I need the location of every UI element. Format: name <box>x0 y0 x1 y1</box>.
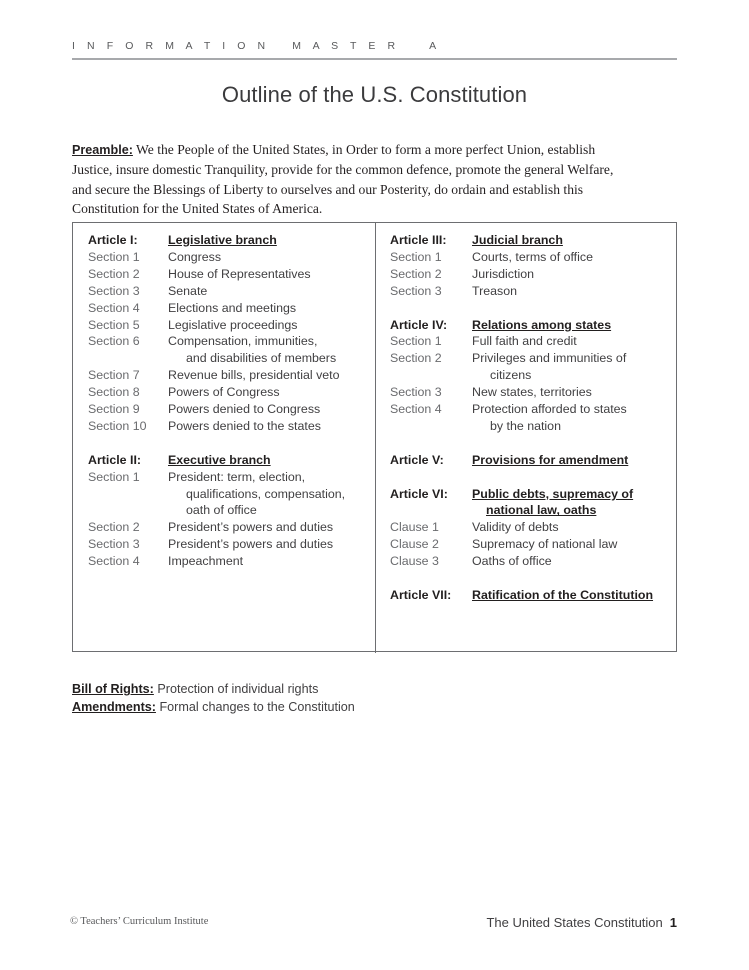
outline-section-row <box>390 401 672 418</box>
bottom-notes <box>72 680 632 716</box>
outline-row-value: President’s powers and duties <box>168 537 334 552</box>
outline-row-value: House of Representatives <box>168 266 311 281</box>
outline-row-value: Treason <box>472 283 517 298</box>
outline-article-row <box>88 232 369 249</box>
outline-section-row <box>88 384 369 401</box>
running-head <box>72 40 677 60</box>
outline-row-key: Section 1 <box>88 469 140 484</box>
outline-row-value: Oaths of office <box>472 554 552 569</box>
outline-section-row <box>88 333 369 350</box>
outline-row-value: Privileges and immunities of <box>472 351 627 366</box>
outline-section-row <box>390 384 672 401</box>
outline-row-key: Clause 1 <box>390 520 439 535</box>
outline-row-key: Article VII: <box>390 587 452 602</box>
outline-article-row <box>390 232 672 249</box>
note-line <box>72 680 632 698</box>
outline-row-key: Article V: <box>390 452 444 467</box>
outline-row-key: Article IV: <box>390 317 448 332</box>
outline-section-row <box>390 553 672 570</box>
outline-article-row <box>88 452 369 469</box>
outline-row-key: Article VI: <box>390 486 448 501</box>
outline-section-row <box>390 333 672 350</box>
outline-row-key: Article III: <box>390 233 447 247</box>
outline-row-value: Powers denied to the states <box>168 418 321 433</box>
outline-row-key: Section 3 <box>88 537 140 552</box>
outline-row-key <box>88 486 168 503</box>
outline-article-row <box>390 452 672 469</box>
running-head-label: I N F O R M A T I O N M A S T E R A <box>72 40 441 52</box>
outline-spacer <box>88 435 369 452</box>
outline-section-row <box>390 519 672 536</box>
note-text: Protection of individual rights <box>153 682 319 696</box>
outline-row-value: New states, territories <box>472 385 592 400</box>
outline-row-key <box>88 502 168 519</box>
outline-left-column <box>73 223 375 653</box>
outline-row-value: Jurisdiction <box>472 266 534 281</box>
outline-row-key: Clause 2 <box>390 537 439 552</box>
outline-row-value: Supremacy of national law <box>472 537 618 552</box>
outline-row-value: Provisions for amendment <box>472 452 629 467</box>
outline-row-value: Public debts, supremacy of <box>472 486 634 501</box>
outline-row-key <box>88 350 168 367</box>
outline-row-key <box>390 502 472 519</box>
outline-row-key: Section 4 <box>88 300 140 315</box>
outline-section-row <box>390 536 672 553</box>
footer-section <box>486 915 677 930</box>
outline-section-row <box>390 249 672 266</box>
preamble-label: Preamble: <box>72 142 133 157</box>
note-line <box>72 698 632 716</box>
outline-article-row <box>390 587 672 604</box>
outline-section-row <box>88 317 369 334</box>
outline-row-value: Executive branch <box>168 452 271 467</box>
outline-row-key: Section 2 <box>88 266 140 281</box>
outline-row-value: Powers of Congress <box>168 385 280 400</box>
note-label: Bill of Rights: <box>72 682 154 696</box>
outline-row-key: Section 8 <box>88 385 140 400</box>
outline-row-value: and disabilities of members <box>186 351 337 366</box>
outline-row-key: Section 7 <box>88 368 140 383</box>
outline-row-key <box>390 418 472 435</box>
outline-article-row <box>390 486 672 503</box>
outline-row-value: Compensation, immunities, <box>168 334 318 349</box>
outline-section-row <box>88 502 369 519</box>
outline-section-row <box>88 519 369 536</box>
outline-row-value: Senate <box>168 283 208 298</box>
outline-section-row <box>88 283 369 300</box>
running-head-rule <box>72 58 677 60</box>
outline-section-row <box>88 300 369 317</box>
outline-section-row <box>390 502 672 519</box>
outline-row-value: citizens <box>490 368 532 383</box>
outline-section-row <box>390 367 672 384</box>
outline-section-row <box>88 486 369 503</box>
outline-section-row <box>88 536 369 553</box>
outline-row-value: Judicial branch <box>472 233 563 247</box>
note-label: Amendments: <box>72 700 156 714</box>
outline-row-key: Section 5 <box>88 317 140 332</box>
outline-row-value: Protection afforded to states <box>472 402 627 417</box>
outline-row-value: national law, oaths <box>486 503 597 518</box>
footer-page-number: 1 <box>669 915 677 930</box>
outline-row-value: qualifications, compensation, <box>186 486 346 501</box>
outline-section-row <box>390 418 672 435</box>
outline-section-row <box>88 266 369 283</box>
outline-row-value: Elections and meetings <box>168 300 297 315</box>
outline-section-row <box>88 401 369 418</box>
outline-row-value: by the nation <box>490 418 561 433</box>
outline-spacer <box>390 435 672 452</box>
outline-section-row <box>88 553 369 570</box>
outline-row-value: Impeachment <box>168 554 244 569</box>
outline-row-value: Powers denied to Congress <box>168 402 321 417</box>
preamble-text: We the People of the United States, in Order to form a more perfect Union, establish Justice, insure domestic Tranquility, provide for the common defence, promote the general Welfare, and secure the Blessings of Liberty to ourselves and our Posterity, do ordain and establish this Constitution for the United States of America. <box>72 141 614 217</box>
outline-row-value: Validity of debts <box>472 520 559 535</box>
preamble-paragraph <box>72 140 630 219</box>
note-text: Formal changes to the Constitution <box>155 700 355 714</box>
outline-spacer <box>390 570 672 587</box>
outline-row-key: Section 3 <box>88 283 140 298</box>
outline-row-value: oath of office <box>186 503 257 518</box>
outline-section-row <box>88 249 369 266</box>
outline-row-value: Full faith and credit <box>472 334 577 349</box>
outline-section-row <box>390 350 672 367</box>
outline-section-row <box>88 367 369 384</box>
outline-row-value: Ratification of the Constitution <box>472 587 654 602</box>
outline-row-key: Section 4 <box>390 402 442 417</box>
outline-row-key: Section 10 <box>88 418 147 433</box>
outline-row-value: Relations among states <box>472 317 612 332</box>
outline-row-key: Section 6 <box>88 334 140 349</box>
outline-row-value: Revenue bills, presidential veto <box>168 368 340 383</box>
outline-row-key: Section 2 <box>390 351 442 366</box>
outline-spacer <box>390 469 672 486</box>
outline-section-row <box>88 418 369 435</box>
outline-section-row <box>88 350 369 367</box>
outline-section-row <box>390 266 672 283</box>
outline-row-value: President’s powers and duties <box>168 520 334 535</box>
outline-row-key: Section 3 <box>390 385 442 400</box>
outline-article-row <box>390 317 672 334</box>
outline-box <box>72 222 677 652</box>
outline-row-value: Courts, terms of office <box>472 249 593 264</box>
outline-row-key <box>390 367 472 384</box>
outline-row-key: Section 1 <box>88 249 140 264</box>
outline-right-column <box>376 223 678 653</box>
footer-section-title: The United States Constitution <box>486 915 663 930</box>
outline-row-key: Section 1 <box>390 334 442 349</box>
outline-spacer <box>390 300 672 317</box>
outline-row-key: Clause 3 <box>390 554 439 569</box>
outline-row-value: President: term, election, <box>168 469 306 484</box>
outline-row-key: Section 2 <box>390 266 442 281</box>
footer-copyright: © Teachers’ Curriculum Institute <box>70 916 209 927</box>
outline-row-key: Section 2 <box>88 520 140 535</box>
outline-row-key: Article II: <box>88 452 142 467</box>
outline-section-row <box>390 283 672 300</box>
outline-row-key: Section 4 <box>88 554 140 569</box>
page-title: Outline of the U.S. Constitution <box>221 82 528 107</box>
outline-row-key: Article I: <box>88 233 138 247</box>
outline-row-key: Section 3 <box>390 283 442 298</box>
outline-row-key: Section 1 <box>390 249 442 264</box>
outline-row-value: Congress <box>168 249 222 264</box>
outline-row-value: Legislative proceedings <box>168 317 298 332</box>
outline-section-row <box>88 469 369 486</box>
outline-row-key: Section 9 <box>88 402 140 417</box>
outline-row-value: Legislative branch <box>168 233 277 247</box>
